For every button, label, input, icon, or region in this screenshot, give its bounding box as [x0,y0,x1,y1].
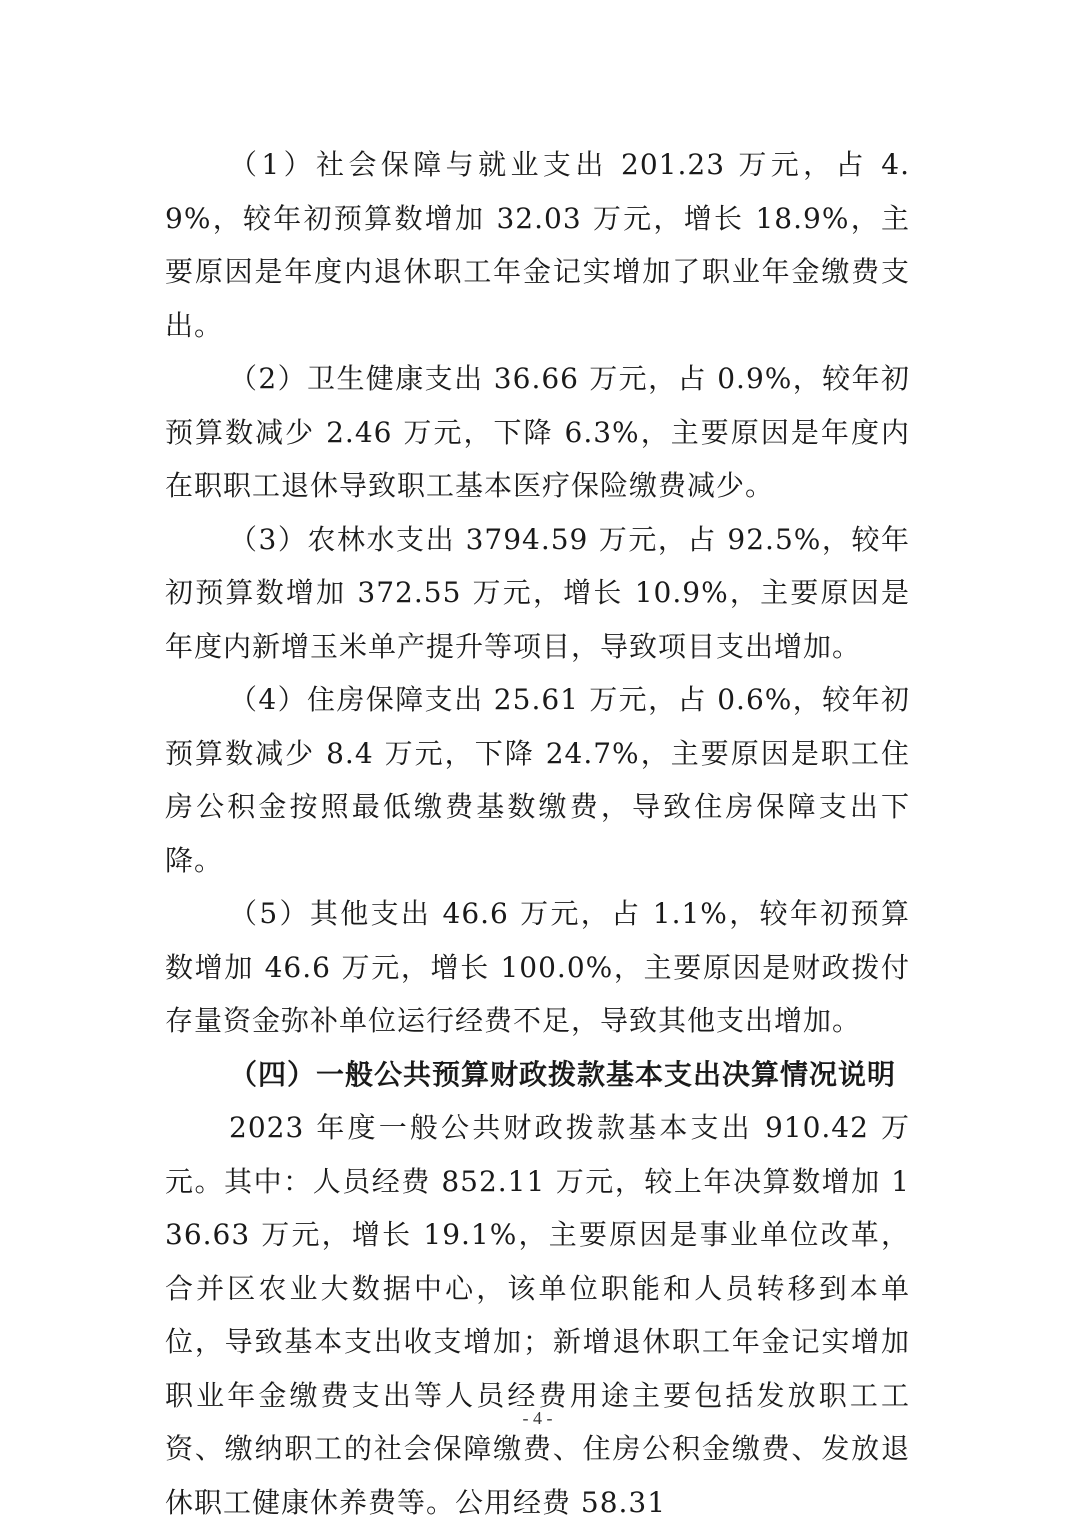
paragraph-health: （2）卫生健康支出 36.66 万元，占 0.9%，较年初预算数减少 2.46 万元，下降 6.3%，主要原因是年度内在职职工退休导致职工基本医疗保险缴费减少。 [165,362,910,502]
section-body: 2023 年度一般公共财政拨款基本支出 910.42 万元。其中：人员经费 852.11 万元，较上年决算数增加 136.63 万元，增长 19.1%，主要原因是事业单位改革，合并区农业大数据中心，该单位职能和人员转移到本单位，导致基本支出收支增加；新增退休职工年金记实增加职业年金缴费支出等人员经费用途主要包括发放职工工资、缴纳职工的社会保障缴费、住房公积金缴费、发放退休职工健康休养费等。公用经费 58.31 [165,1111,910,1519]
paragraph-housing: （4）住房保障支出 25.61 万元，占 0.6%，较年初预算数减少 8.4 万元，下降 24.7%，主要原因是职工住房公积金按照最低缴费基数缴费，导致住房保障支出下降。 [165,683,910,877]
section-heading: （四）一般公共预算财政拨款基本支出决算情况说明 [229,1057,897,1091]
paragraph-agriculture: （3）农林水支出 3794.59 万元，占 92.5%，较年初预算数增加 372.55 万元，增长 10.9%，主要原因是年度内新增玉米单产提升等项目，导致项目支出增加。 [165,522,910,663]
page-number: - 4 - [522,1408,553,1428]
document-body [165,138,910,1529]
paragraph-other: （5）其他支出 46.6 万元，占 1.1%，较年初预算数增加 46.6 万元，增长 100.0%，主要原因是财政拨付存量资金弥补单位运行经费不足，导致其他支出增加。 [165,897,910,1037]
paragraph-social-security: （1）社会保障与就业支出 201.23 万元，占 4.9%，较年初预算数增加 32.03 万元，增长 18.9%，主要原因是年度内退休职工年金记实增加了职业年金缴费支出。 [165,148,910,342]
